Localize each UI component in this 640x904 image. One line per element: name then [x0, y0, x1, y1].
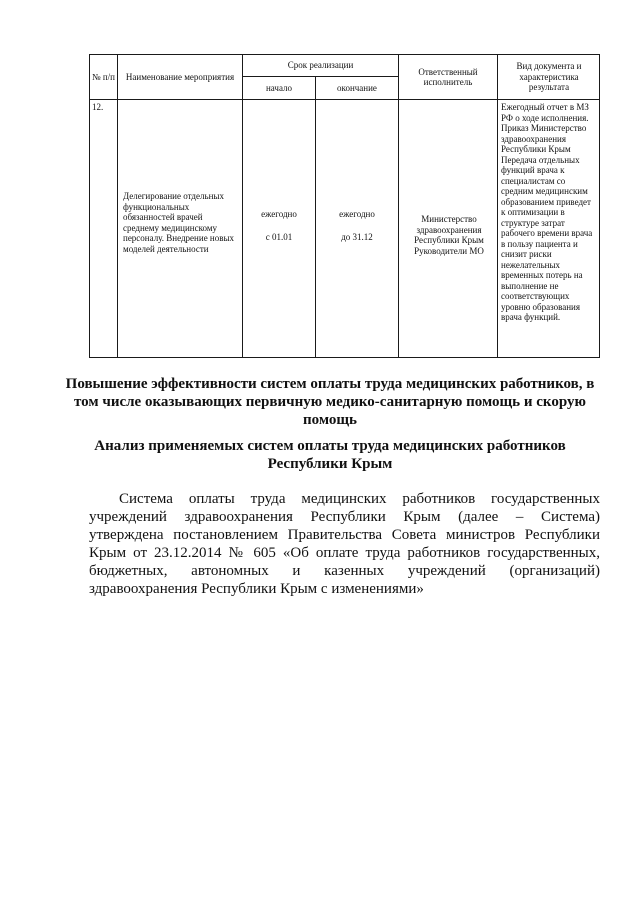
- paragraph-line: Крым от 23.12.2014 № 605 «Об оплате труда работников государственных,: [89, 545, 600, 561]
- row-responsible: Министерство здравоохранения Республики Крым Руководители МО: [414, 214, 484, 256]
- header-name: Наименование мероприятия: [125, 71, 235, 82]
- section-heading: Повышение эффективности систем оплаты труда медицинских работников, в том числе оказывающих первичную медико-санитарную помощь и скорую помощь: [65, 376, 595, 428]
- header-end: окончание: [337, 82, 377, 93]
- paragraph-line: бюджетных, автономных и казенных учреждений (организаций): [89, 563, 600, 579]
- row-name: Делегирование отдельных функциональных обязанностей врачей среднему медицинскому персоналу. Внедрение новых моделей деятельности: [123, 191, 235, 254]
- row-start-date: с 01.01: [265, 232, 293, 242]
- row-number: 12.: [92, 102, 104, 112]
- measures-table: [89, 54, 600, 358]
- paragraph-line: Система оплаты труда медицинских работников государственных: [119, 491, 600, 507]
- row-start-freq: ежегодно: [261, 209, 297, 219]
- row-document: Ежегодный отчет в МЗ РФ о ходе исполнения. Приказ Министерство здравоохранения Республики Крым Передача отдельных функций врача к специалистам со средним медицинским образованием приведет к оптимизации в структуре затрат рабочего времени врача в пользу пациента и снизит риски нежелательных временных потерь на выполнение не соответствующих уровню образования врача функций.: [501, 102, 593, 322]
- paragraph-line: здравоохранения Республики Крым с изменениями»: [89, 581, 424, 597]
- header-start: начало: [265, 82, 293, 93]
- paragraph-line: учреждений здравоохранения Республики Крым (далее – Система): [89, 509, 600, 525]
- header-responsible: Ответственный исполнитель: [418, 66, 478, 87]
- subsection-heading: Анализ применяемых систем оплаты труда медицинских работников Республики Крым: [94, 438, 566, 472]
- header-period: Срок реализации: [287, 59, 354, 70]
- row-end-date: до 31.12: [341, 232, 373, 242]
- header-doc: Вид документа и характеристика результата: [516, 61, 582, 93]
- paragraph-line: утверждена постановлением Правительства Совета министров Республики: [89, 527, 600, 543]
- row-end-freq: ежегодно: [339, 209, 375, 219]
- header-num: № п/п: [92, 71, 115, 82]
- body-paragraph: [89, 490, 600, 598]
